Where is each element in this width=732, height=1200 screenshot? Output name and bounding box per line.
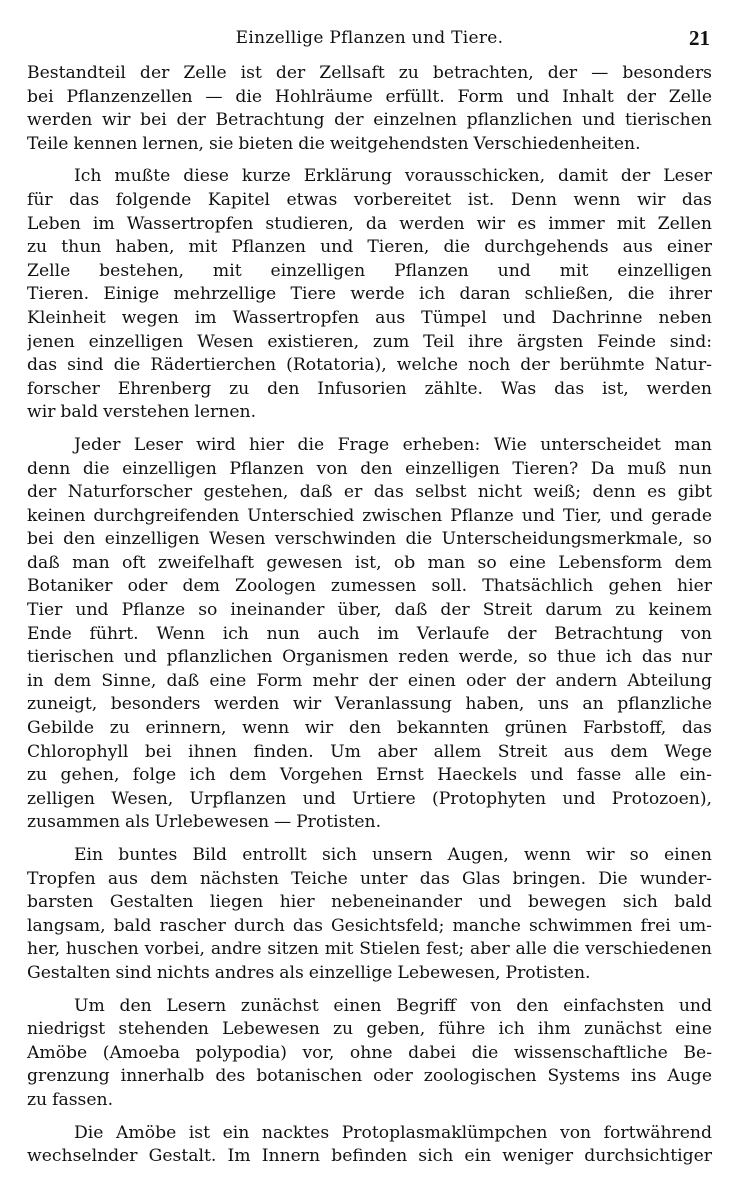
- text-line: tierischen und pflanzlichen Organismen reden werde, so thue ich das nur: [27, 647, 712, 668]
- text-line: niedrigst stehenden Lebewesen zu geben, führe ich ihm zunächst eine: [27, 1019, 712, 1040]
- text-line: zu thun haben, mit Pflanzen und Tieren, die durchgehends aus einer: [27, 237, 712, 258]
- text-line: Zelle bestehen, mit einzelligen Pflanzen und mit einzelligen: [27, 260, 712, 281]
- paragraph: [27, 165, 712, 425]
- text-line: das sind die Rädertierchen (Rotatoria), welche noch der berühmte Natur-: [27, 355, 712, 376]
- text-line: jenen einzelligen Wesen existieren, zum Teil ihre ärgsten Feinde sind:: [27, 331, 712, 352]
- text-line: werden wir bei der Betrachtung der einzelnen pflanzlichen und tierischen: [27, 110, 712, 131]
- text-line: bei den einzelligen Wesen verschwinden die Unterscheidungsmerkmale, so: [27, 529, 712, 550]
- text-line: für das folgende Kapitel etwas vorbereitet ist. Denn wenn wir das: [27, 189, 712, 210]
- text-line: Leben im Wassertropfen studieren, da werden wir es immer mit Zellen: [27, 213, 712, 234]
- text-line: zu gehen, folge ich dem Vorgehen Ernst Haeckels und fasse alle ein-: [27, 765, 712, 786]
- text-line: Tropfen aus dem nächsten Teiche unter das Glas bringen. Die wunder-: [27, 868, 712, 889]
- text-line: denn die einzelligen Pflanzen von den einzelligen Tieren? Da muß nun: [27, 458, 712, 479]
- paragraph: [27, 434, 712, 835]
- text-line: Bestandteil der Zelle ist der Zellsaft zu betrachten, der — besonders: [27, 63, 712, 83]
- text-line: Chlorophyll bei ihnen finden. Um aber allem Streit aus dem Wege: [27, 741, 712, 762]
- text-line: Amöbe (Amoeba polypodia) vor, ohne dabei die wissenschaftliche Be-: [27, 1042, 712, 1063]
- text-line: Teile kennen lernen, sie bieten die weitgehendsten Verschiedenheiten.: [27, 133, 641, 154]
- paragraph: [27, 995, 712, 1113]
- text-line: Ende führt. Wenn ich nun auch im Verlaufe der Betrachtung von: [27, 623, 712, 644]
- text-line: Botaniker oder dem Zoologen zumessen soll. Thatsächlich gehen hier: [27, 576, 712, 597]
- text-line: wir bald verstehen lernen.: [27, 402, 257, 423]
- page-header: [27, 26, 712, 62]
- text-line: daß man oft zweifelhaft gewesen ist, ob man so eine Lebensform dem: [27, 552, 712, 573]
- text-line: der Naturforscher gestehen, daß er das selbst nicht weiß; denn es gibt: [27, 482, 712, 503]
- text-line: Ich mußte diese kurze Erklärung vorausschicken, damit der Leser: [74, 166, 712, 187]
- text-line: her, huschen vorbei, andre sitzen mit Stielen fest; aber alle die verschiedenen: [27, 939, 712, 960]
- running-title: Einzellige Pflanzen und Tiere.: [235, 28, 504, 48]
- text-line: bei Pflanzenzellen — die Hohlräume erfüllt. Form und Inhalt der Zelle: [27, 86, 712, 107]
- text-line: Kleinheit wegen im Wassertropfen aus Tümpel und Dachrinne neben: [27, 307, 712, 328]
- text-line: Um den Lesern zunächst einen Begriff von den einfachsten und: [74, 995, 712, 1016]
- text-line: keinen durchgreifenden Unterschied zwischen Pflanze und Tier, und gerade: [27, 505, 712, 526]
- text-line: wechselnder Gestalt. Im Innern befinden sich ein weniger durchsichtiger: [27, 1146, 712, 1167]
- text-line: in dem Sinne, daß eine Form mehr der einen oder der andern Abteilung: [27, 670, 712, 691]
- paragraph: [27, 1122, 712, 1169]
- text-line: Die Amöbe ist ein nacktes Protoplasmaklümpchen von fortwährend: [74, 1122, 712, 1143]
- text-line: Ein buntes Bild entrollt sich unsern Augen, wenn wir so einen: [74, 845, 712, 865]
- text-line: langsam, bald rascher durch das Gesichtsfeld; manche schwimmen frei um-: [27, 915, 712, 936]
- text-line: barsten Gestalten liegen hier nebeneinander und bewegen sich bald: [27, 892, 712, 913]
- text-line: forscher Ehrenberg zu den Infusorien zählte. Was das ist, werden: [27, 378, 712, 399]
- paragraph: [27, 62, 712, 156]
- paragraph: [27, 844, 712, 986]
- text-line: Gestalten sind nichts andres als einzellige Lebewesen, Protisten.: [27, 962, 591, 983]
- text-line: zelligen Wesen, Urpflanzen und Urtiere (Protophyten und Protozoen),: [27, 788, 712, 809]
- text-line: Jeder Leser wird hier die Frage erheben: Wie unterscheidet man: [74, 434, 712, 455]
- text-line: Gebilde zu erinnern, wenn wir den bekannten grünen Farbstoff, das: [27, 718, 712, 739]
- page-number: 21: [689, 26, 710, 50]
- text-line: Tieren. Einige mehrzellige Tiere werde ich daran schließen, die ihrer: [27, 284, 712, 305]
- text-line: Tier und Pflanze so ineinander über, daß der Streit darum zu keinem: [27, 600, 712, 621]
- body-text: [27, 62, 712, 1169]
- text-line: zusammen als Urlebewesen — Protisten.: [27, 812, 382, 833]
- text-line: grenzung innerhalb des botanischen oder zoologischen Systems ins Auge: [27, 1066, 712, 1087]
- text-line: zu fassen.: [27, 1089, 114, 1110]
- text-line: zuneigt, besonders werden wir Veranlassung haben, uns an pflanzliche: [27, 694, 712, 715]
